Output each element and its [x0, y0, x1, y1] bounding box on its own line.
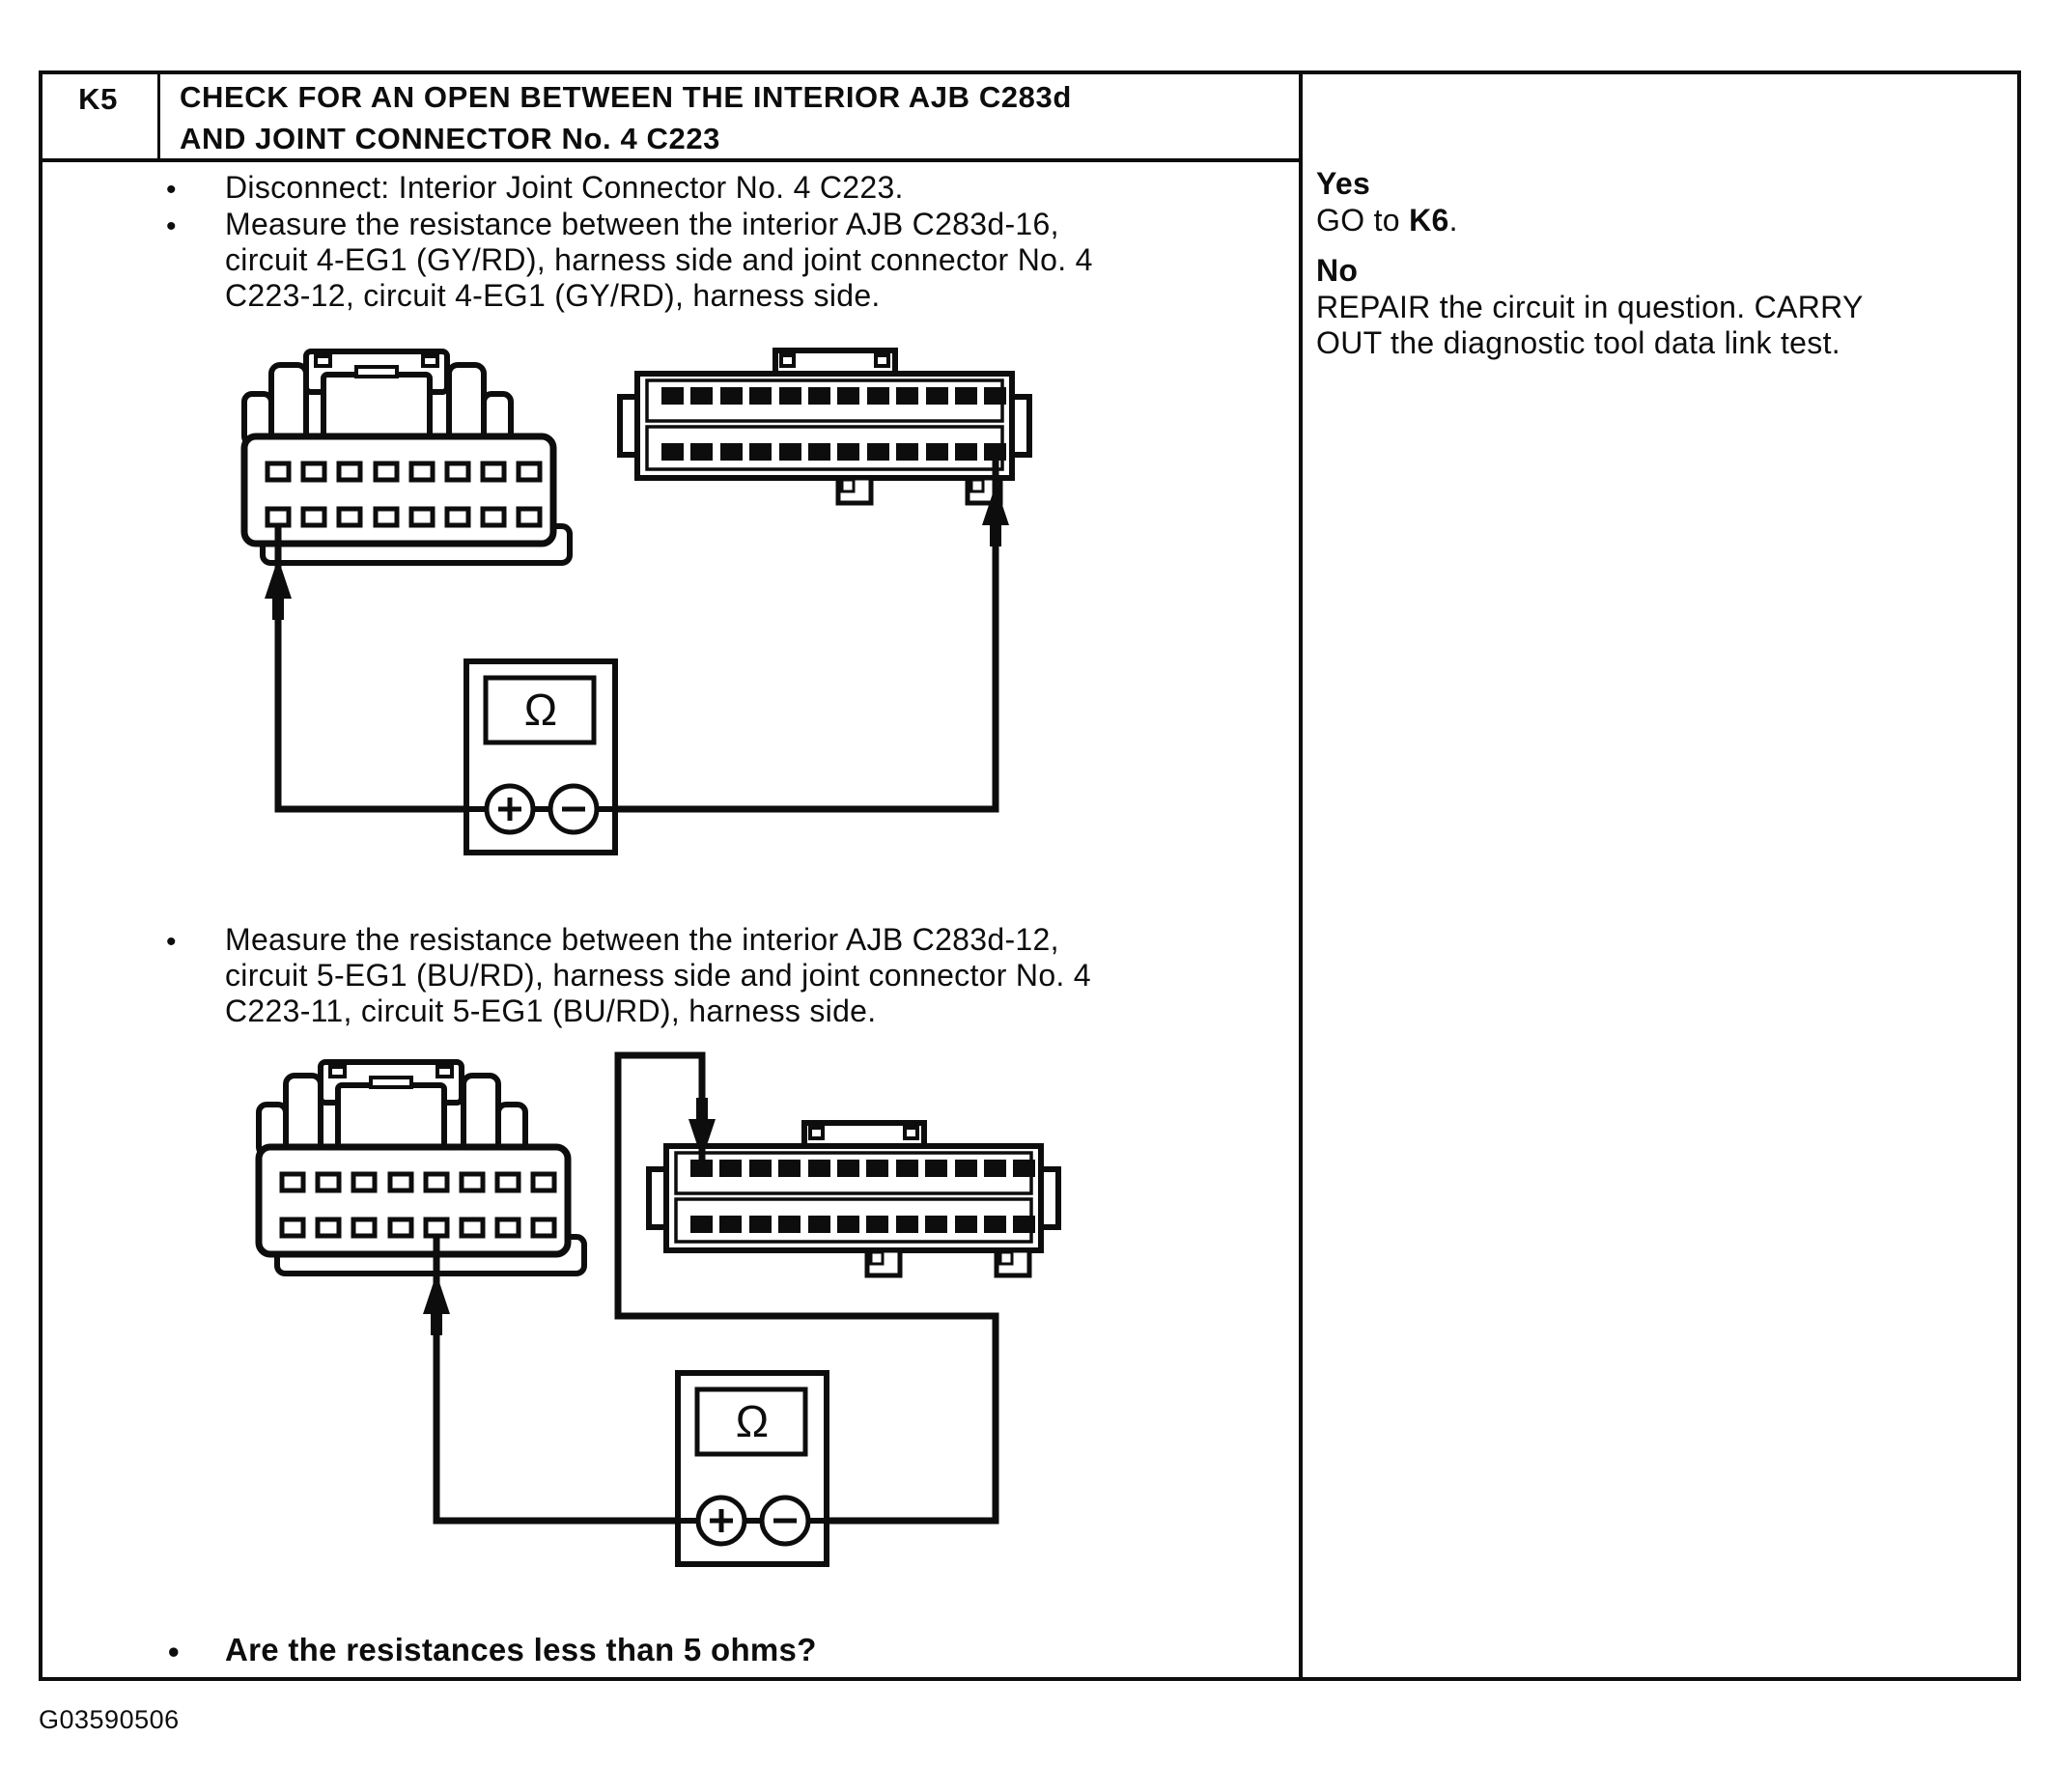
yes-label: Yes — [1316, 166, 1371, 201]
bullet-icon: • — [166, 210, 177, 242]
page-title-line2: AND JOINT CONNECTOR No. 4 C223 — [180, 122, 721, 155]
page-title-line1: CHECK FOR AN OPEN BETWEEN THE INTERIOR AJB C283d — [180, 80, 1072, 114]
yes-action-prefix: GO to — [1316, 203, 1410, 238]
no-action — [1316, 290, 1864, 361]
measure-2-line3: C223-11, circuit 5-EG1 (BU/RD), harness side. — [225, 994, 877, 1028]
wiring-diagram-2 — [222, 1038, 1101, 1637]
ajb-connector-c283d-1 — [244, 351, 570, 563]
ohmmeter-2 — [678, 1373, 827, 1564]
ajb-connector-c283d-2 — [259, 1062, 584, 1274]
step-id: K5 — [78, 82, 118, 116]
bullet-icon: • — [166, 174, 177, 206]
measure-1-line2: circuit 4-EG1 (GY/RD), harness side and joint connector No. 4 — [225, 242, 1093, 277]
instruction-measure-1 — [225, 207, 1093, 314]
measure-2-line1: Measure the resistance between the interior AJB C283d-12, — [225, 922, 1059, 957]
yes-action-target: K6 — [1409, 203, 1449, 238]
yes-action — [1316, 203, 1458, 238]
probe-arrow-icon — [423, 1274, 450, 1335]
k5-cell-divider — [157, 70, 160, 161]
instruction-disconnect: Disconnect: Interior Joint Connector No. 4 C223. — [225, 170, 904, 205]
figure-code: G03590506 — [39, 1705, 180, 1734]
header-bottom-border — [39, 158, 1302, 162]
test-lead-wire-2a — [436, 1235, 715, 1521]
page-title — [180, 80, 1072, 156]
no-action-line1: REPAIR the circuit in question. CARRY — [1316, 290, 1864, 324]
column-divider — [1299, 70, 1303, 1681]
bullet-icon: • — [166, 926, 177, 958]
yes-action-suffix: . — [1448, 203, 1458, 238]
wiring-diagram-1 — [222, 328, 1091, 869]
instruction-measure-2 — [225, 922, 1091, 1029]
measure-1-line1: Measure the resistance between the interior AJB C283d-16, — [225, 207, 1059, 241]
ohm-display-2: Ω — [735, 1396, 770, 1446]
no-action-line2: OUT the diagnostic tool data link test. — [1316, 325, 1840, 360]
measure-2-line2: circuit 5-EG1 (BU/RD), harness side and joint connector No. 4 — [225, 958, 1091, 993]
instruction-question: Are the resistances less than 5 ohms? — [225, 1632, 817, 1667]
ohm-display-1: Ω — [523, 685, 558, 735]
measure-1-line3: C223-12, circuit 4-EG1 (GY/RD), harness side. — [225, 278, 881, 313]
ohmmeter-1 — [466, 661, 615, 853]
joint-connector-c223-1 — [620, 350, 1029, 503]
probe-arrow-icon — [265, 558, 292, 620]
joint-connector-c223-2 — [649, 1123, 1058, 1275]
no-label: No — [1316, 253, 1359, 288]
bullet-icon: • — [168, 1634, 180, 1669]
